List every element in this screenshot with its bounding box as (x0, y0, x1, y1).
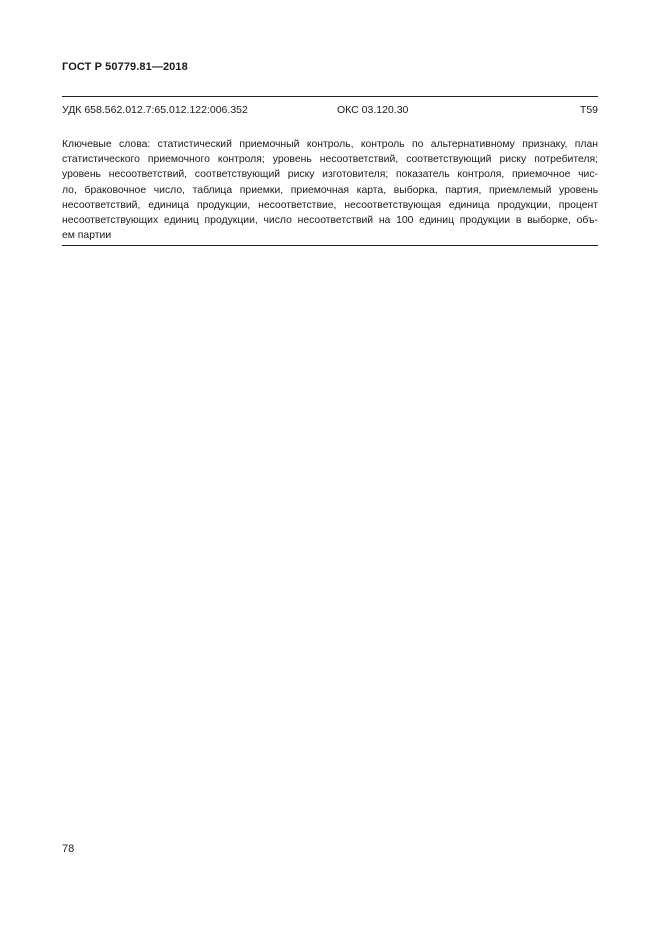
udk-code: УДК 658.562.012.7:65.012.122:006.352 (62, 104, 248, 116)
document-header: ГОСТ Р 50779.81—2018 (62, 61, 188, 73)
keywords-line: уровень несоответствий, соответствующий риску изготовителя; показатель контроля, приемочное чис- (62, 169, 598, 181)
category-code: Т59 (579, 104, 598, 116)
keywords-line: Ключевые слова: статистический приемочный контроль, контроль по альтернативному признаку, план (62, 139, 598, 150)
bottom-divider (62, 245, 598, 246)
page-number: 78 (62, 843, 75, 855)
keywords-line: статистического приемочного контроля; уровень несоответствий, соответствующий риску потребителя; (62, 154, 598, 166)
keywords-line: несоответствующих единиц продукции, число несоответствий на 100 единиц продукции в выборке, объ- (62, 215, 598, 227)
keywords-line: несоответствий, единица продукции, несоответствие, несоответствующая единица продукции, процент (62, 199, 598, 211)
classification-row (62, 104, 598, 118)
keywords-line: ло, браковочное число, таблица приемки, приемочная карта, выборка, партия, приемлемый уровень (62, 184, 598, 196)
oks-code: ОКС 03.120.30 (337, 104, 409, 116)
top-divider (62, 96, 598, 97)
keywords-line: ем партии (62, 230, 112, 242)
keywords-paragraph (62, 137, 598, 243)
